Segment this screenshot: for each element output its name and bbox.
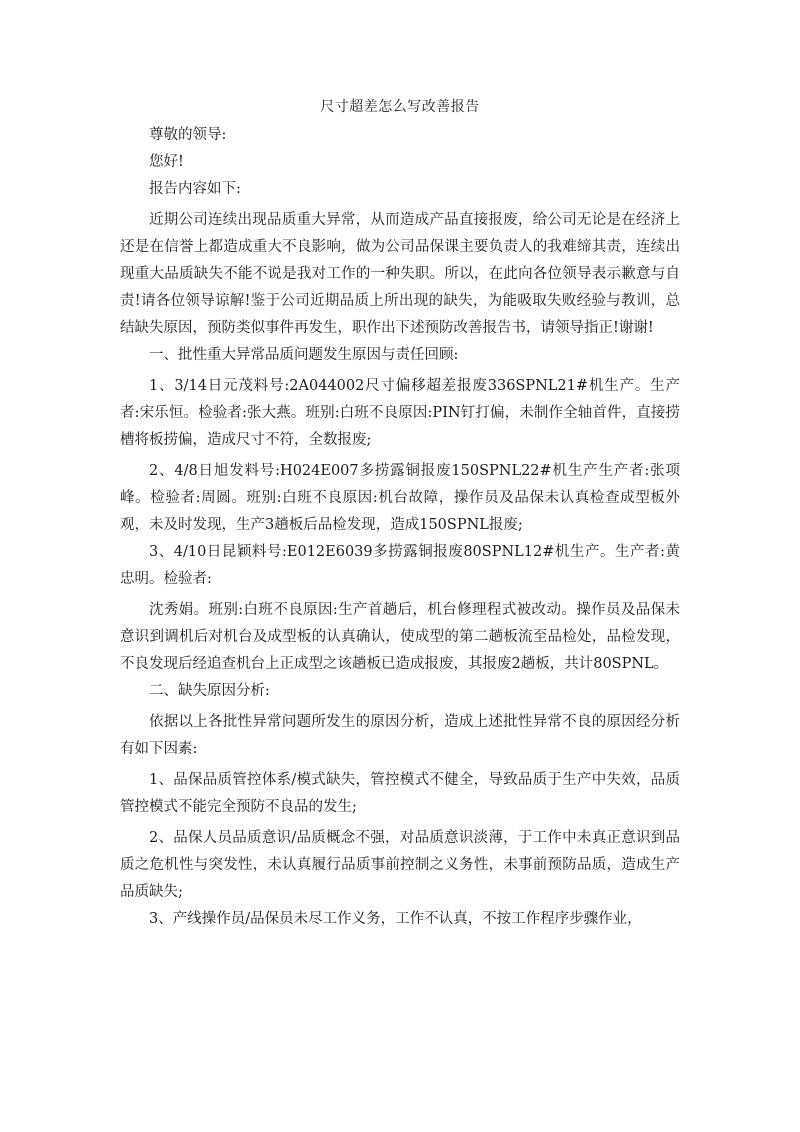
apology-paragraph: 近期公司连续出现品质重大异常，从而造成产品直接报废，给公司无论是在经济上还是在信誉上都造成重大不良影响，做为公司品保课主要负责人的我难缔其责，连续出现重大品质缺失不能不说是我对工作的一种失职。所以，在此向各位领导表示歉意与自责!请各位领导谅解!鉴于公司近期品质上所出现的缺失，为能吸取失败经验与教训，总结缺失原因，预防类似事件再发生，职作出下述预防改善报告书，请领导指正!谢谢! [120,212,680,336]
incident-1-paragraph: 1、3/14日元茂料号:2A044002尺寸偏移超差报废336SPNL21#机生产。生产者:宋乐恒。检验者:张大燕。班别:白班不良原因:PIN钉打偏，未制作全轴首件，直接捞槽将板捞偏，造成尺寸不符，全数报废; [120,378,680,448]
cause-3-paragraph: 3、产线操作员/品保员未尽工作义务，工作不认真，不按工作程序步骤作业， [149,911,642,927]
incident-3-paragraph: 3、4/10日昆颖料号:E012E6039多捞露铜报废80SPNL12#机生产。生产者:黄忠明。检验者: [120,544,680,587]
cause-1-paragraph: 1、品保品质管控体系/模式缺失，管控模式不健全，导致品质于生产中失效，品质管控模式不能完全预防不良品的发生; [120,772,680,815]
section-heading-review: 一、批性重大异常品质问题发生原因与责任回顾: [149,347,459,363]
document-body [120,122,680,933]
greeting-paragraph: 尊敬的领导: [149,127,227,143]
analysis-intro-paragraph: 依据以上各批性异常问题所发生的原因分析，造成上述批性异常不良的原因经分析有如下因素: [120,714,680,757]
section-heading-analysis: 二、缺失原因分析: [149,683,270,699]
hello-paragraph: 您好! [149,154,184,170]
cause-2-paragraph: 2、品保人员品质意识/品质概念不强，对品质意识淡薄，于工作中未真正意识到品质之危机性与突发性，未认真履行品质事前控制之义务性，未事前预防品质，造成生产品质缺失; [120,830,680,900]
document-title: 尺寸超差怎么写改善报告 [320,99,480,115]
incident-3-continued-paragraph: 沈秀娟。班别:白班不良原因:生产首趟后，机台修理程式被改动。操作员及品保未意识到调机后对机台及成型板的认真确认，使成型的第二趟板流至品检处，品检发现，不良发现后经追查机台上正成型之该趟板已造成报废，其报废2趟板，共计80SPNL。 [120,602,680,672]
report-intro-paragraph: 报告内容如下: [149,181,241,197]
incident-2-paragraph: 2、4/8日旭发料号:H024E007多捞露铜报废150SPNL22#机生产生产者:张项峰。检验者:周圆。班别:白班不良原因:机台故障，操作员及品保未认真检查成型板外观，未及时发现，生产3趟板后品检发现，造成150SPNL报废; [120,463,680,533]
